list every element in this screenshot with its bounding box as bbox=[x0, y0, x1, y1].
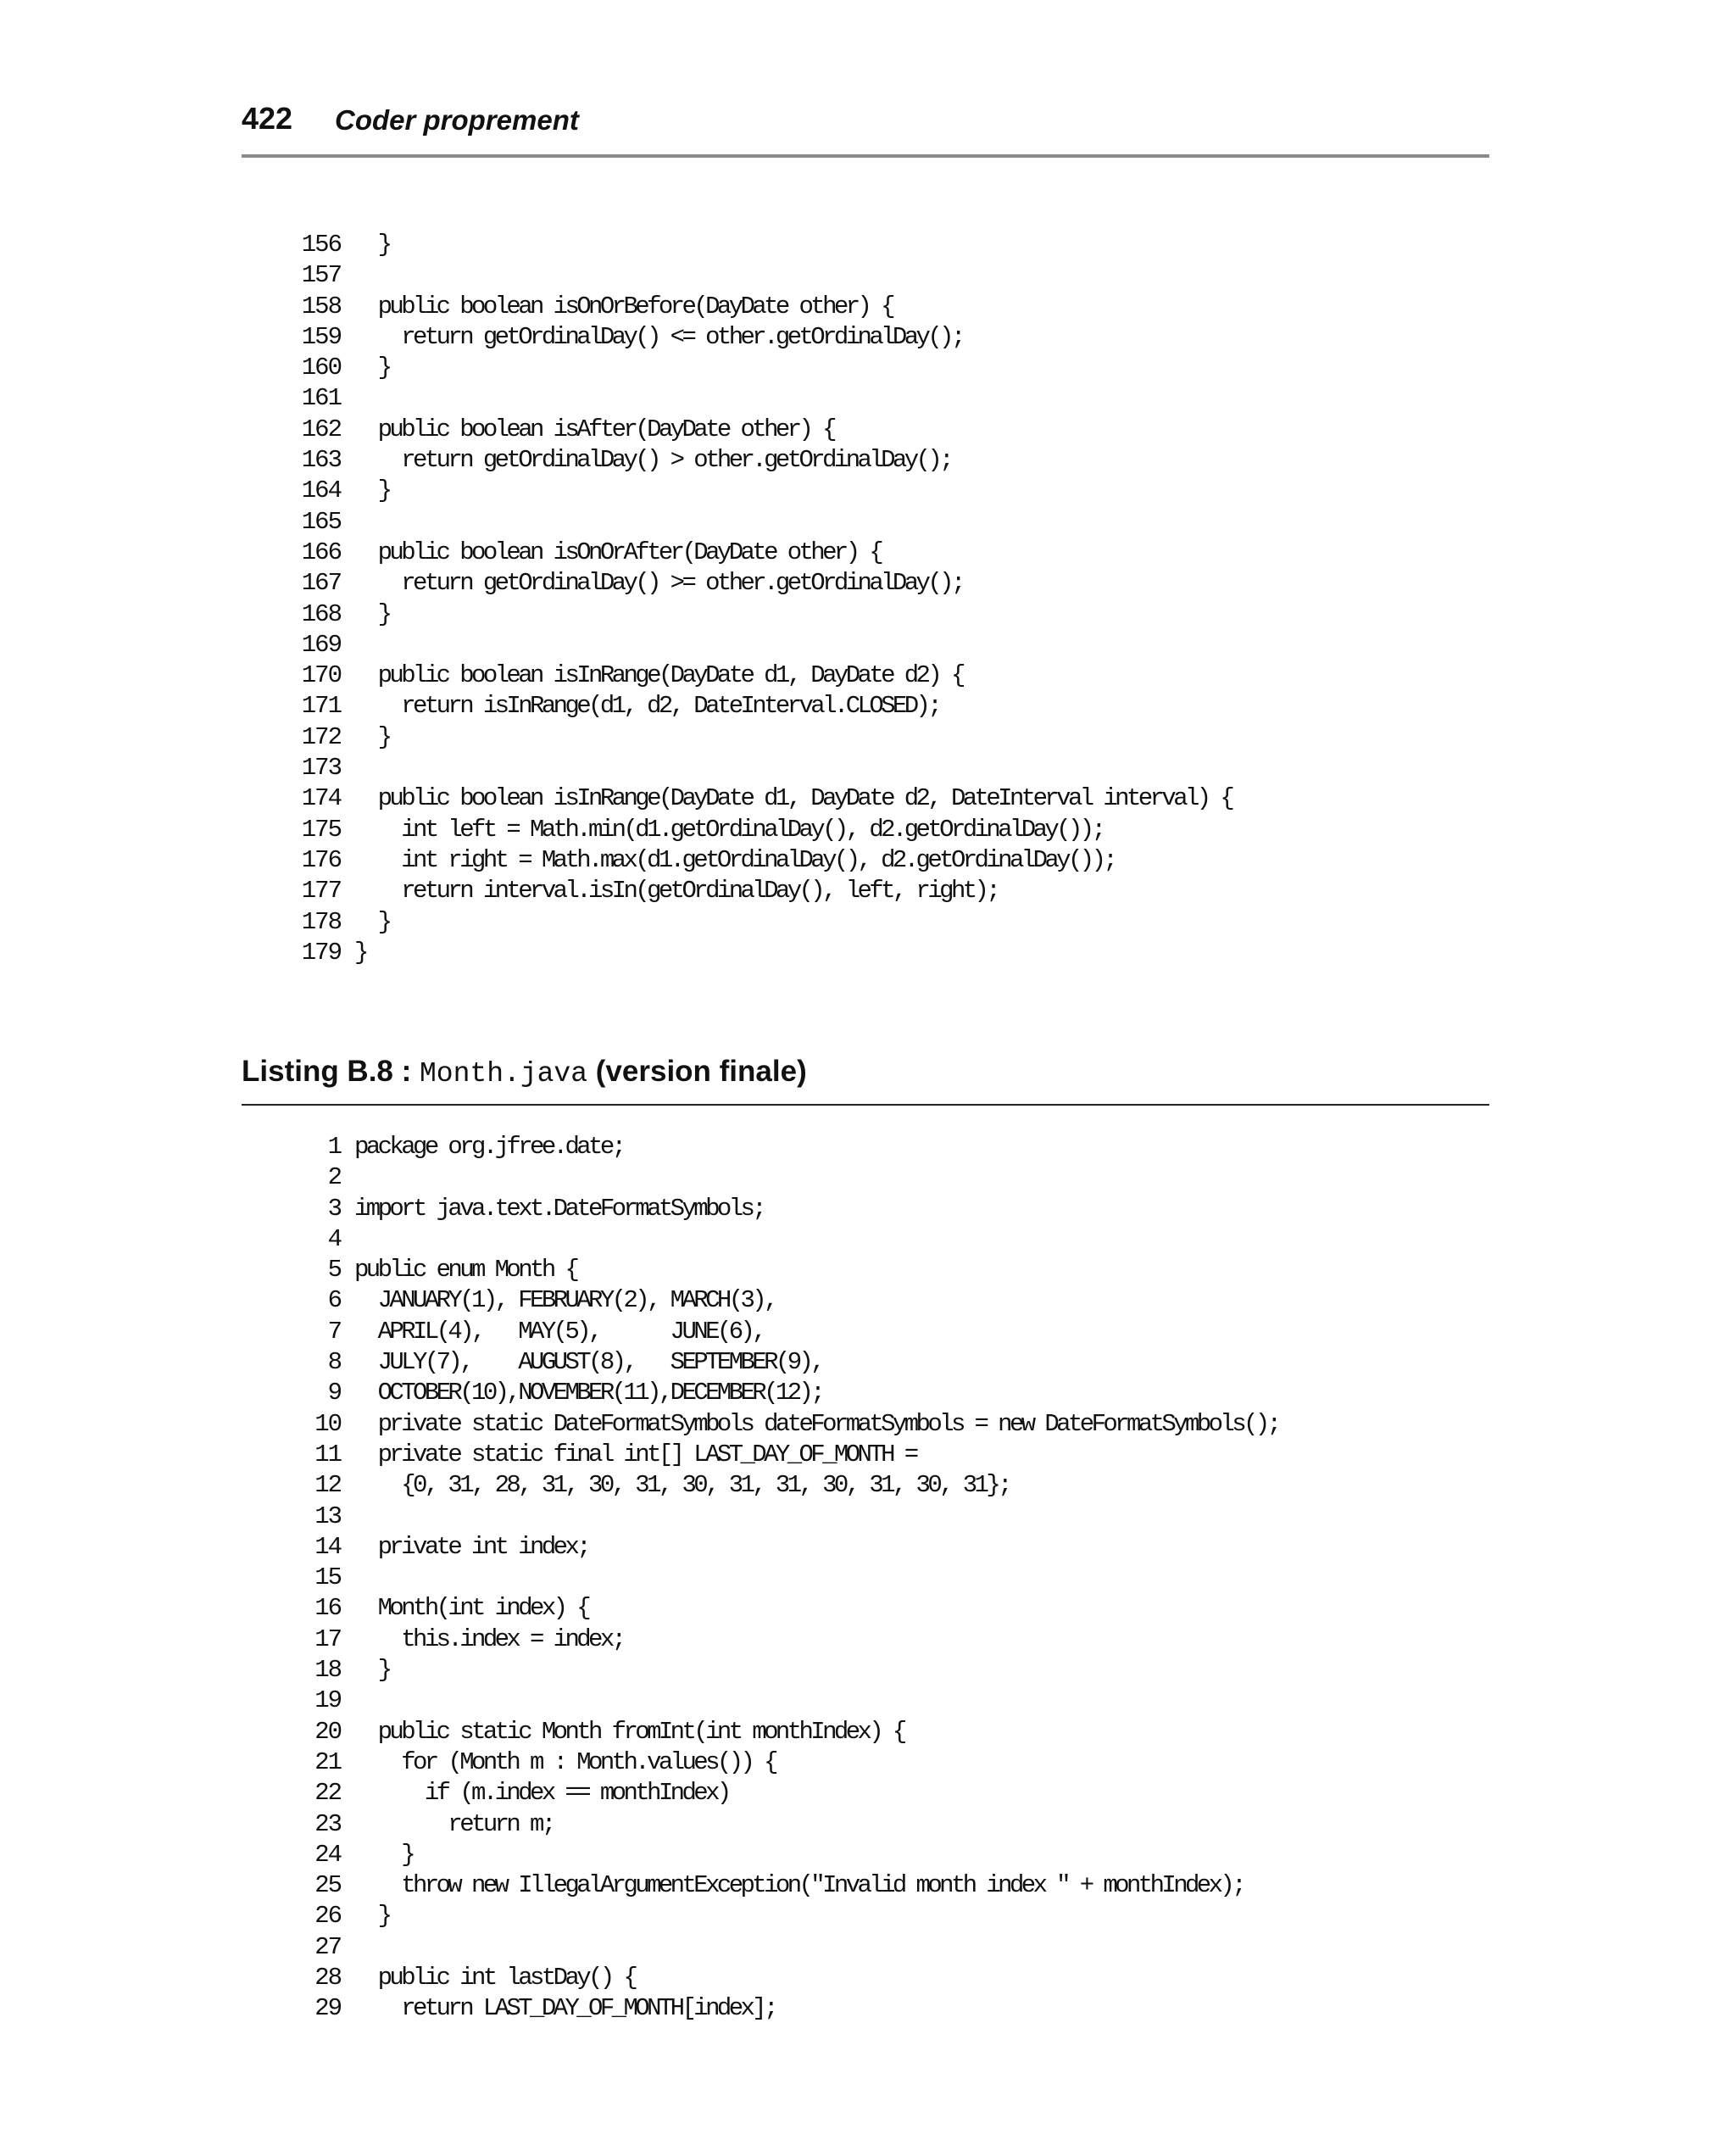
line-number: 171 bbox=[301, 692, 341, 721]
line-number: 173 bbox=[301, 754, 341, 783]
code-text: this.index = index; bbox=[354, 1625, 624, 1653]
code-line bbox=[297, 1532, 1278, 1563]
line-number: 169 bbox=[301, 630, 341, 659]
line-number: 1 bbox=[327, 1133, 341, 1161]
code-line bbox=[297, 1901, 1278, 1931]
code-line bbox=[297, 1993, 1278, 2024]
line-number: 29 bbox=[314, 1994, 341, 2023]
code-line bbox=[297, 1347, 1278, 1378]
page-number: 422 bbox=[242, 101, 293, 136]
code-line bbox=[297, 1747, 1278, 1778]
line-number: 159 bbox=[301, 322, 341, 351]
code-line bbox=[297, 507, 1232, 538]
listing-label: Listing B.8 : bbox=[242, 1055, 420, 1088]
code-text: JANUARY(1), FEBRUARY(2), MARCH(3), bbox=[354, 1286, 776, 1315]
line-number: 2 bbox=[327, 1163, 341, 1192]
line-number: 176 bbox=[301, 845, 341, 874]
line-number: 166 bbox=[301, 538, 341, 566]
code-text: public enum Month { bbox=[354, 1256, 577, 1285]
line-number: 23 bbox=[314, 1809, 341, 1838]
code-line bbox=[297, 1655, 1278, 1686]
line-number: 4 bbox=[327, 1224, 341, 1253]
code-text: import java.text.DateFormatSymbols; bbox=[354, 1194, 765, 1223]
code-line bbox=[297, 445, 1232, 476]
line-number: 3 bbox=[327, 1194, 341, 1223]
line-number: 27 bbox=[314, 1932, 341, 1961]
line-number: 170 bbox=[301, 661, 341, 690]
code-line bbox=[297, 230, 1232, 260]
line-number: 22 bbox=[314, 1779, 341, 1808]
line-number: 174 bbox=[301, 784, 341, 813]
code-text: private int index; bbox=[354, 1532, 589, 1561]
code-text: public boolean isOnOrAfter(DayDate other) { bbox=[354, 538, 882, 566]
code-line bbox=[297, 1932, 1278, 1963]
line-number: 164 bbox=[301, 476, 341, 505]
code-line bbox=[297, 1625, 1278, 1655]
line-number: 162 bbox=[301, 415, 341, 443]
code-text: public boolean isInRange(DayDate d1, DayDate d2) { bbox=[354, 661, 963, 690]
line-number: 12 bbox=[314, 1471, 341, 1500]
line-number: 167 bbox=[301, 569, 341, 598]
code-line bbox=[297, 1778, 1278, 1808]
code-line bbox=[297, 691, 1232, 722]
code-line bbox=[297, 1317, 1278, 1347]
line-number: 161 bbox=[301, 384, 341, 413]
code-line bbox=[297, 1809, 1278, 1840]
code-text: Month(int index) { bbox=[354, 1594, 589, 1623]
running-header bbox=[242, 95, 1489, 158]
line-number: 7 bbox=[327, 1317, 341, 1346]
line-number: 17 bbox=[314, 1625, 341, 1653]
code-line bbox=[297, 1593, 1278, 1624]
code-line bbox=[297, 1255, 1278, 1285]
line-number: 9 bbox=[327, 1379, 341, 1407]
line-number: 168 bbox=[301, 599, 341, 628]
code-line bbox=[297, 1224, 1278, 1255]
code-text: } bbox=[354, 231, 390, 259]
code-line bbox=[297, 1563, 1278, 1593]
code-line bbox=[297, 1870, 1278, 1901]
code-text: JULY(7), AUGUST(8), SEPTEMBER(9), bbox=[354, 1348, 823, 1377]
code-line bbox=[297, 1285, 1278, 1316]
line-number: 175 bbox=[301, 815, 341, 844]
line-number: 179 bbox=[301, 938, 341, 967]
line-number: 6 bbox=[327, 1286, 341, 1315]
code-text: return getOrdinalDay() > other.getOrdinalDay(); bbox=[354, 446, 951, 475]
listing-filename: Month.java bbox=[420, 1058, 588, 1090]
code-text: } bbox=[354, 1840, 414, 1869]
code-text: return getOrdinalDay() >= other.getOrdinalDay(); bbox=[354, 569, 963, 598]
line-number: 15 bbox=[314, 1563, 341, 1592]
code-line bbox=[297, 260, 1232, 291]
line-number: 157 bbox=[301, 261, 341, 290]
running-title: Coder proprement bbox=[335, 104, 579, 136]
code-line bbox=[297, 568, 1232, 599]
code-text: APRIL(4), MAY(5), JUNE(6), bbox=[354, 1317, 765, 1346]
line-number: 28 bbox=[314, 1964, 341, 1992]
code-line bbox=[297, 783, 1232, 814]
code-text: } bbox=[354, 1656, 390, 1685]
line-number: 13 bbox=[314, 1502, 341, 1530]
line-number: 24 bbox=[314, 1840, 341, 1869]
code-line bbox=[297, 476, 1232, 506]
code-line bbox=[297, 907, 1232, 938]
line-number: 178 bbox=[301, 907, 341, 936]
line-number: 18 bbox=[314, 1656, 341, 1685]
code-line bbox=[297, 1162, 1278, 1193]
line-number: 177 bbox=[301, 877, 341, 906]
code-text: for (Month m : Month.values()) { bbox=[354, 1747, 776, 1776]
code-text: return getOrdinalDay() <= other.getOrdinalDay(); bbox=[354, 322, 963, 351]
line-number: 156 bbox=[301, 231, 341, 259]
code-line bbox=[297, 322, 1232, 353]
code-line bbox=[297, 599, 1232, 630]
code-line bbox=[297, 1440, 1278, 1470]
code-line bbox=[297, 630, 1232, 660]
line-number: 165 bbox=[301, 507, 341, 536]
code-line bbox=[297, 415, 1232, 445]
line-number: 163 bbox=[301, 446, 341, 475]
code-text: return interval.isIn(getOrdinalDay(), left, right); bbox=[354, 877, 999, 906]
line-number: 5 bbox=[327, 1256, 341, 1285]
code-text: {0, 31, 28, 31, 30, 31, 30, 31, 31, 30, 31, 30, 31}; bbox=[354, 1471, 1010, 1500]
code-text: int left = Math.min(d1.getOrdinalDay(), d2.getOrdinalDay()); bbox=[354, 815, 1104, 844]
code-text: public static Month fromInt(int monthIndex) { bbox=[354, 1717, 904, 1746]
code-line bbox=[297, 876, 1232, 906]
code-line bbox=[297, 1686, 1278, 1716]
code-text: public int lastDay() { bbox=[354, 1964, 636, 1992]
code-text: } bbox=[354, 476, 390, 505]
code-line bbox=[297, 938, 1232, 968]
code-line bbox=[297, 292, 1232, 322]
code-text: } bbox=[354, 1902, 390, 1931]
code-line bbox=[297, 1470, 1278, 1501]
code-text: } bbox=[354, 599, 390, 628]
code-text: OCTOBER(10),NOVEMBER(11),DECEMBER(12); bbox=[354, 1379, 823, 1407]
code-text: } bbox=[354, 938, 366, 967]
line-number: 21 bbox=[314, 1747, 341, 1776]
line-number: 172 bbox=[301, 722, 341, 751]
code-text: throw new IllegalArgumentException("Invalid month index " + monthIndex); bbox=[354, 1871, 1244, 1900]
code-text: return m; bbox=[354, 1809, 554, 1838]
line-number: 14 bbox=[314, 1532, 341, 1561]
code-line bbox=[297, 538, 1232, 568]
code-line bbox=[297, 1963, 1278, 1993]
line-number: 19 bbox=[314, 1686, 341, 1715]
code-text: if (m.index == monthIndex) bbox=[354, 1779, 729, 1808]
line-number: 20 bbox=[314, 1717, 341, 1746]
code-line bbox=[297, 1502, 1278, 1532]
code-text: public boolean isOnOrBefore(DayDate other) { bbox=[354, 292, 893, 320]
code-line bbox=[297, 1378, 1278, 1408]
code-text: package org.jfree.date; bbox=[354, 1133, 624, 1161]
line-number: 16 bbox=[314, 1594, 341, 1623]
code-text: int right = Math.max(d1.getOrdinalDay(), d2.getOrdinalDay()); bbox=[354, 845, 1116, 874]
code-line bbox=[297, 353, 1232, 383]
line-number: 25 bbox=[314, 1871, 341, 1900]
code-text: return LAST_DAY_OF_MONTH[index]; bbox=[354, 1994, 776, 2023]
code-text: } bbox=[354, 354, 390, 382]
code-line bbox=[297, 753, 1232, 783]
listing-caption bbox=[242, 1051, 1489, 1106]
line-number: 26 bbox=[314, 1902, 341, 1931]
code-text: return isInRange(d1, d2, DateInterval.CLOSED); bbox=[354, 692, 940, 721]
code-line bbox=[297, 1840, 1278, 1870]
code-text: } bbox=[354, 722, 390, 751]
code-listing-month-java bbox=[297, 1132, 1278, 2025]
line-number: 158 bbox=[301, 292, 341, 320]
code-text: public boolean isInRange(DayDate d1, DayDate d2, DateInterval interval) { bbox=[354, 784, 1232, 813]
code-line bbox=[297, 1717, 1278, 1747]
line-number: 8 bbox=[327, 1348, 341, 1377]
code-line bbox=[297, 722, 1232, 753]
line-number: 11 bbox=[314, 1440, 341, 1468]
code-line bbox=[297, 383, 1232, 414]
listing-version: (version finale) bbox=[587, 1055, 807, 1088]
line-number: 160 bbox=[301, 354, 341, 382]
code-text: } bbox=[354, 907, 390, 936]
code-listing-continued bbox=[297, 230, 1232, 968]
code-text: public boolean isAfter(DayDate other) { bbox=[354, 415, 834, 443]
code-line bbox=[297, 1194, 1278, 1224]
code-text: private static DateFormatSymbols dateFormatSymbols = new DateFormatSymbols(); bbox=[354, 1409, 1279, 1438]
code-line bbox=[297, 1132, 1278, 1162]
code-line bbox=[297, 845, 1232, 876]
code-line bbox=[297, 660, 1232, 691]
code-text: private static final int[] LAST_DAY_OF_MONTH = bbox=[354, 1440, 916, 1468]
code-line bbox=[297, 815, 1232, 845]
code-line bbox=[297, 1409, 1278, 1440]
line-number: 10 bbox=[314, 1409, 341, 1438]
